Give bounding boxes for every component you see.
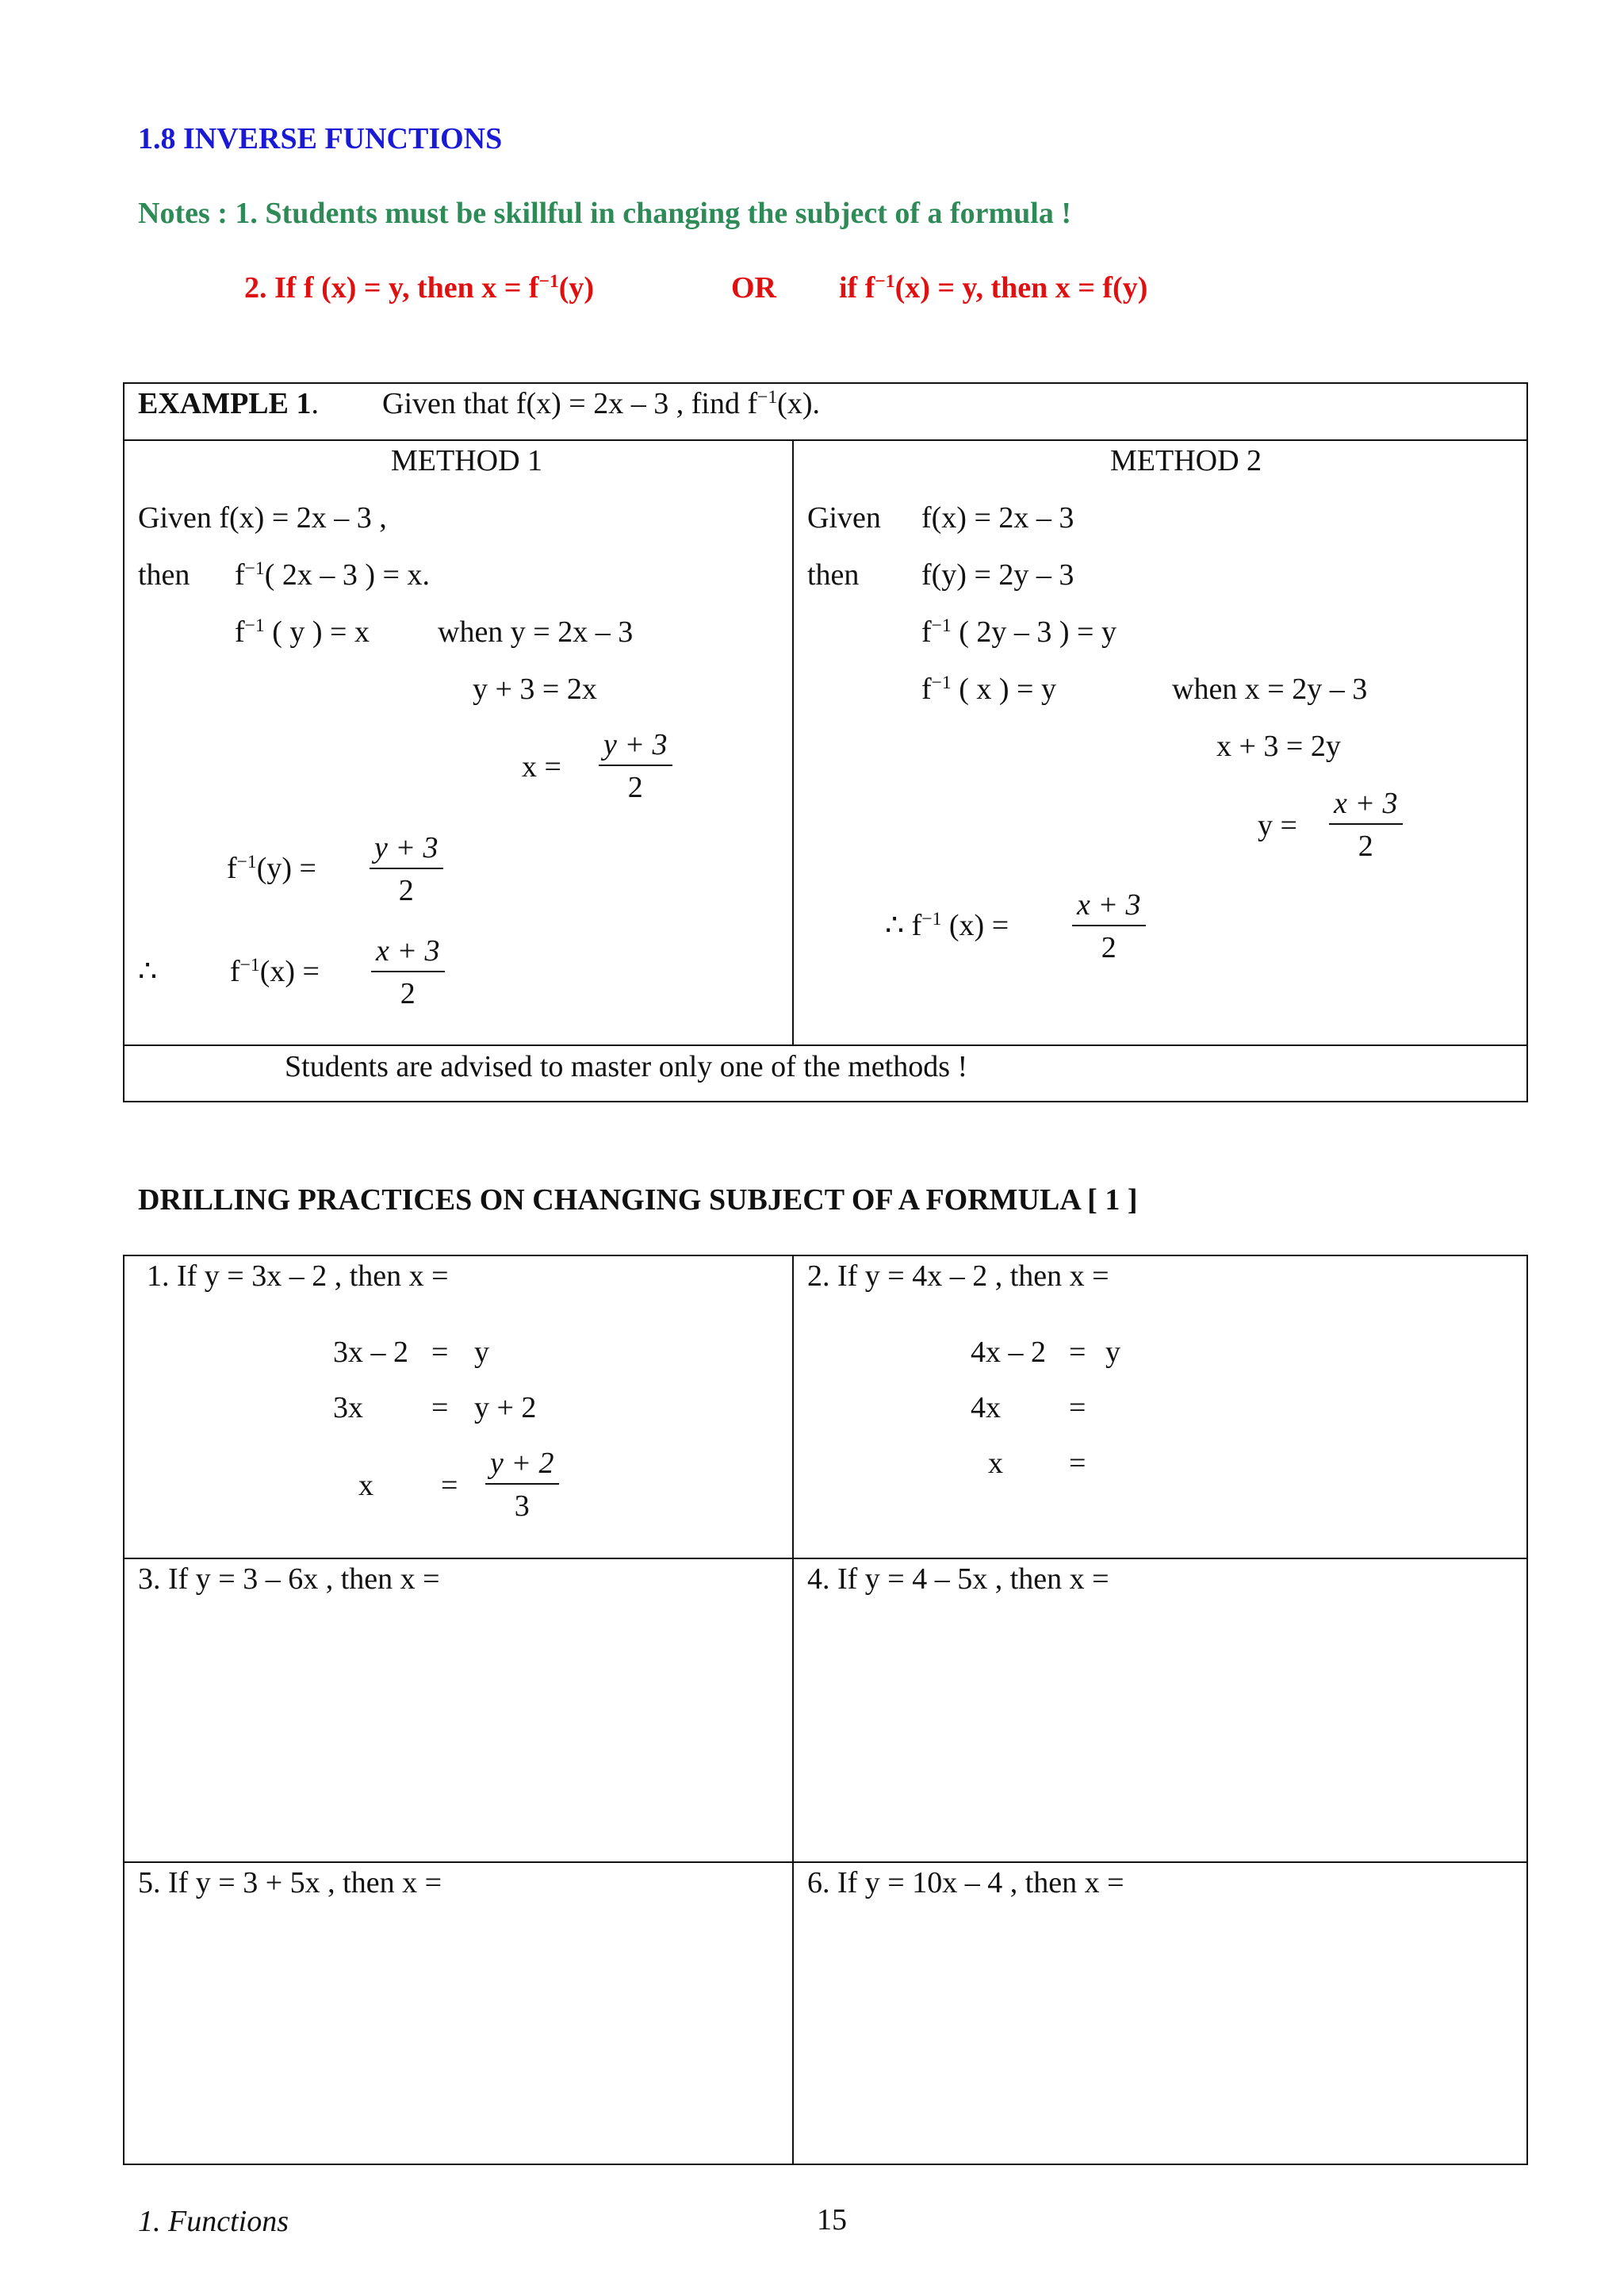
method1-fraction: $\frac{y + 3}{2}$ bbox=[599, 730, 672, 803]
method2-line: x + 3 = 2y bbox=[1216, 730, 1341, 763]
drill-question-1: 1. If y = 3x – 2 , then x = bbox=[147, 1259, 449, 1293]
method2-fraction: $\frac{x + 3}{2}$ bbox=[1329, 788, 1403, 861]
drill-question-3: 3. If y = 3 – 6x , then x = bbox=[138, 1562, 440, 1596]
q1-step-rhs: y + 2 bbox=[474, 1391, 537, 1424]
advice-text: Students are advised to master only one of the methods ! bbox=[285, 1050, 968, 1083]
method1-heading: METHOD 1 bbox=[391, 444, 543, 477]
method2-line: then bbox=[807, 558, 860, 592]
q1-step-rhs: y bbox=[474, 1336, 489, 1369]
notes-line-2b: if $f^{-1}(x) = y$, then x = f(y) bbox=[839, 271, 1148, 305]
q2-step-eq: = bbox=[1069, 1447, 1086, 1480]
q2-step-lhs: x bbox=[988, 1447, 1003, 1480]
method1-line: Given f(x) = 2x – 3 , bbox=[138, 501, 387, 535]
q2-step-eq: = bbox=[1069, 1391, 1086, 1424]
q1-step-lhs: x bbox=[358, 1469, 373, 1502]
method1-fraction: $\frac{x + 3}{2}$ bbox=[371, 936, 445, 1009]
example-prompt: Given that f(x) = 2x – 3 , find $f^{-1}(x)$. bbox=[382, 387, 820, 420]
method1-line: $f^{-1}$ ( y ) = x bbox=[235, 615, 370, 649]
q1-step-eq: = bbox=[431, 1391, 449, 1424]
example-label: EXAMPLE 1. bbox=[138, 387, 319, 420]
method1-line: y + 3 = 2x bbox=[473, 673, 597, 706]
q1-step-lhs: 3x bbox=[333, 1391, 363, 1424]
method1-line: when y = 2x – 3 bbox=[438, 615, 634, 649]
q1-fraction: $\frac{y + 2}{3}$ bbox=[485, 1448, 559, 1521]
page-number: 15 bbox=[817, 2203, 847, 2237]
method2-fraction: $\frac{x + 3}{2}$ bbox=[1072, 890, 1146, 963]
method2-line: f(y) = 2y – 3 bbox=[921, 558, 1074, 592]
drill-question-6: 6. If y = 10x – 4 , then x = bbox=[807, 1866, 1124, 1899]
drill-title: DRILLING PRACTICES ON CHANGING SUBJECT OF A FORMULA [ 1 ] bbox=[138, 1183, 1138, 1217]
q1-step-eq: = bbox=[441, 1469, 458, 1502]
notes-or: OR bbox=[731, 271, 776, 305]
method1-fraction: $\frac{y + 3}{2}$ bbox=[370, 833, 443, 906]
q1-step-lhs: 3x – 2 bbox=[333, 1336, 408, 1369]
notes-line-1: Notes : 1. Students must be skillful in changing the subject of a formula ! bbox=[138, 197, 1072, 230]
q1-step-eq: = bbox=[431, 1336, 449, 1369]
method1-equation-lhs: $f^{-1}(x)$ = bbox=[230, 955, 320, 988]
method1-line: $f^{-1}$( 2x – 3 ) = x. bbox=[235, 558, 430, 592]
q2-step-lhs: 4x bbox=[971, 1391, 1001, 1424]
method2-heading: METHOD 2 bbox=[1110, 444, 1262, 477]
drill-question-4: 4. If y = 4 – 5x , then x = bbox=[807, 1562, 1109, 1596]
q2-step-eq: = bbox=[1069, 1336, 1086, 1369]
divider bbox=[123, 1045, 1528, 1046]
method2-line: Given bbox=[807, 501, 881, 535]
method2-equation-lhs: y = bbox=[1258, 809, 1297, 842]
divider bbox=[792, 1255, 794, 2165]
method1-equation-lhs: x = bbox=[522, 750, 561, 784]
method1-equation-lhs: $f^{-1}(y)$ = bbox=[227, 852, 316, 885]
divider bbox=[123, 1861, 1528, 1863]
method2-line: $f^{-1}$ ( 2y – 3 ) = y bbox=[921, 615, 1116, 649]
q2-step-lhs: 4x – 2 bbox=[971, 1336, 1046, 1369]
divider bbox=[792, 439, 794, 1045]
divider bbox=[123, 439, 1528, 441]
q2-step-rhs: y bbox=[1105, 1336, 1120, 1369]
method2-line: $f^{-1}$ ( x ) = y bbox=[921, 673, 1056, 706]
footer-chapter: 1. Functions bbox=[138, 2205, 289, 2238]
method2-line: f(x) = 2x – 3 bbox=[921, 501, 1074, 535]
method2-line: when x = 2y – 3 bbox=[1172, 673, 1368, 706]
therefore-symbol: ∴ bbox=[138, 955, 158, 988]
drill-question-5: 5. If y = 3 + 5x , then x = bbox=[138, 1866, 442, 1899]
section-title: 1.8 INVERSE FUNCTIONS bbox=[138, 122, 503, 155]
drill-question-2: 2. If y = 4x – 2 , then x = bbox=[807, 1259, 1109, 1293]
method1-line: then bbox=[138, 558, 190, 592]
divider bbox=[123, 1558, 1528, 1559]
method2-equation-lhs: ∴ $f^{-1}$ (x) = bbox=[885, 909, 1009, 942]
notes-line-2a: 2. If f (x) = y, then $x = f^{-1}(y)$ bbox=[244, 271, 595, 305]
